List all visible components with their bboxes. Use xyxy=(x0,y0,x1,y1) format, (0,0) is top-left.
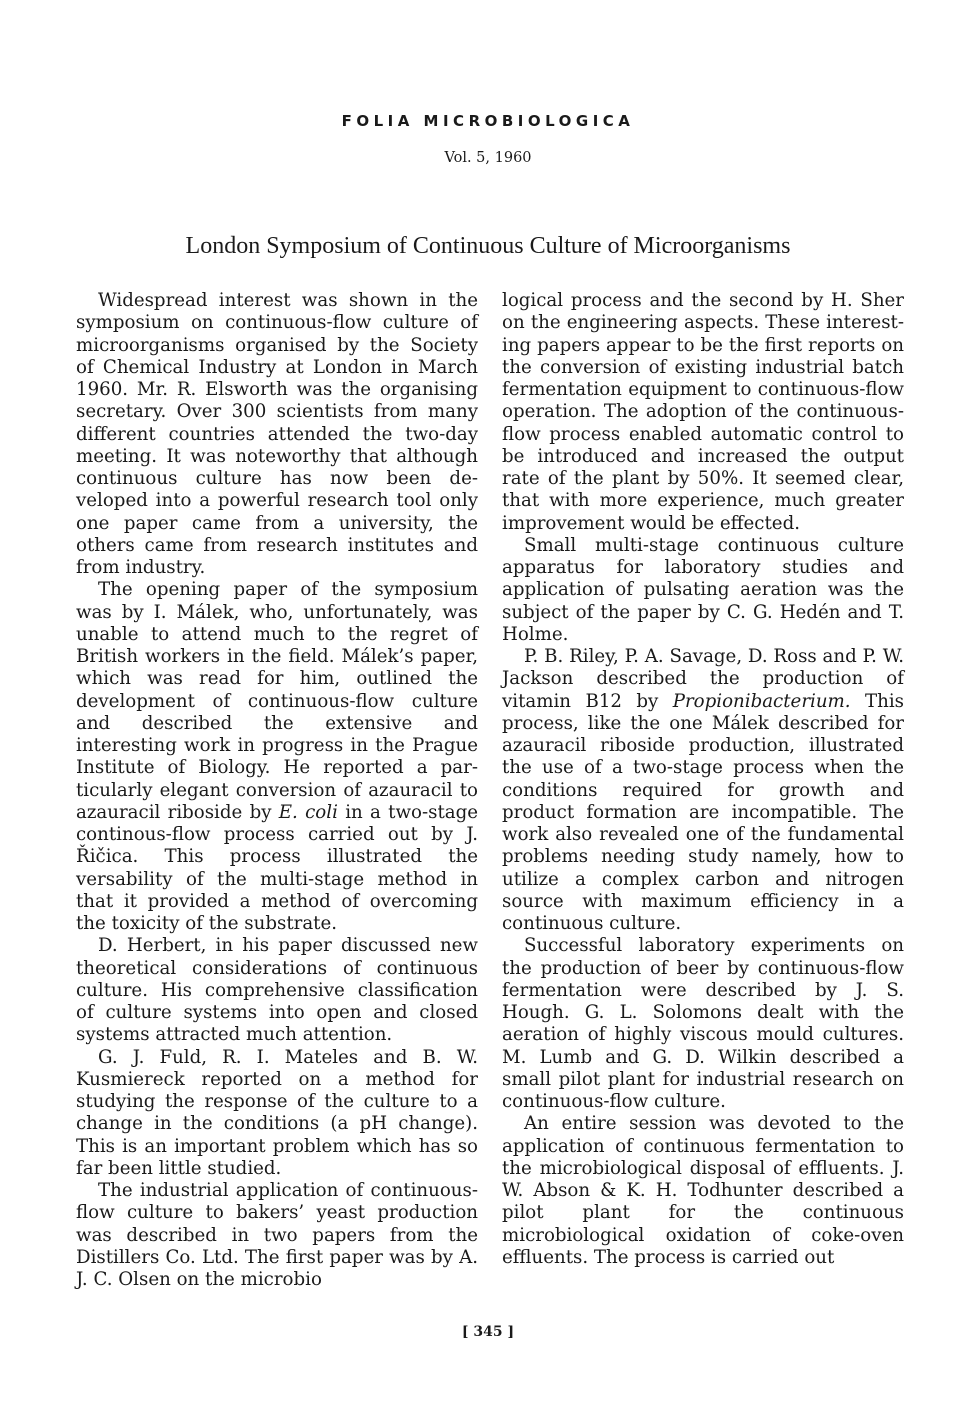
paragraph: The industrial application of continuous-flow culture to bakers’ yeast production was described in two papers from the Distillers Co. Ltd. The first paper was by A. J. C. Olsen on the microbio xyxy=(76,1180,478,1290)
page-number: [ 345 ] xyxy=(461,1324,515,1340)
paragraph xyxy=(76,579,478,935)
paragraph-continued: logical process and the second by H. Sher on the engineering aspects. These interesting papers appear to be the first reports on the conversion of existing industrial batch fermentation equipment to continuous-flow operation. The adoption of the continuous-flow process enabled automatic control to be introduced and increased the output rate of the plant by 50%. It seemed clear, that with more experience, much greater improvement would be effected. xyxy=(502,290,904,534)
paragraph: Successful laboratory experiments on the production of beer by continuous-flow fermentation were described by J. S. Hough. G. L. Solomons dealt with the aeration of highly viscous mould cultures. M. Lumb and G. D. Wilkin described a small pilot plant for industrial research on continuous-flow culture. xyxy=(502,935,904,1112)
species-name: E. coli xyxy=(278,801,338,823)
paragraph-text: P. B. Riley, P. A. Savage, D. Ross and P. W. Jackson described the production of vitamin B12 by xyxy=(502,646,904,712)
journal-name: FOLIA MICROBIOLOGICA xyxy=(341,112,635,130)
article-title: London Symposium of Continuous Culture of Microorganisms xyxy=(185,233,791,259)
paragraph: Small multi-stage continuous culture apparatus for laboratory studies and application of pulsating aeration was the subject of the paper by C. G. Hedén and T. Holme. xyxy=(502,534,904,645)
genus-name: Propionibacterium. xyxy=(672,690,851,712)
paragraph: An entire session was devoted to the application of continuous fermentation to the microbiological disposal of effluents. J. W. Abson & K. H. Todhunter described a pilot plant for the continuous microbiological oxidation of coke-oven effluents. The process is carried out xyxy=(502,1113,904,1268)
volume-info: Vol. 5, 1960 xyxy=(444,150,532,166)
paragraph: G. J. Fuld, R. I. Mateles and B. W. Kusmiereck reported on a method for studying the response of the culture to a change in the conditions (a pH change). This is an important problem which has so far been little studied. xyxy=(76,1046,478,1179)
paragraph-text: The opening paper of the symposium was by I. Málek, who, unfortunately, was unable to attend much to the regret of British workers in the field. Málek’s paper, which was read for him, outlined the development of continuous-flow culture and described the extensive and interesting work in progress in the Prague Institute of Biology. He reported a particularly elegant conversion of azauracil to azauracil riboside by xyxy=(76,579,478,823)
paragraph-text: This process, like the one Málek described for azauracil riboside production, illustrated the use of a two-stage process when the conditions required for growth and product formation are incompatible. The work also revealed one of the fundamental problems needing study namely, how to utilize a complex carbon and nitrogen source with maximum efficiency in a continuous culture. xyxy=(502,690,905,934)
paragraph: Widespread interest was shown in the symposium on continuous-flow culture of microorganisms organised by the Society of Chemical Industry at London in March 1960. Mr. R. Elsworth was the organising secretary. Over 300 scientists from many different countries attended the two-day meeting. It was noteworthy that although continuous culture has now been developed into a powerful research tool only one paper came from a university, the others came from research institutes and from industry. xyxy=(76,290,478,578)
paragraph-text: in a two-stage continous-flow process carried out by J. Řičica. This process illustrated the versability of the multi-stage method in that it provided a method of overcoming the toxicity of the substrate. xyxy=(76,801,479,934)
paragraph xyxy=(502,646,904,935)
left-column xyxy=(76,290,478,1291)
paragraph: D. Herbert, in his paper discussed new theoretical considerations of continuous culture. His comprehensive classification of culture systems into open and closed systems attracted much attention. xyxy=(76,935,478,1046)
right-column xyxy=(502,290,904,1269)
